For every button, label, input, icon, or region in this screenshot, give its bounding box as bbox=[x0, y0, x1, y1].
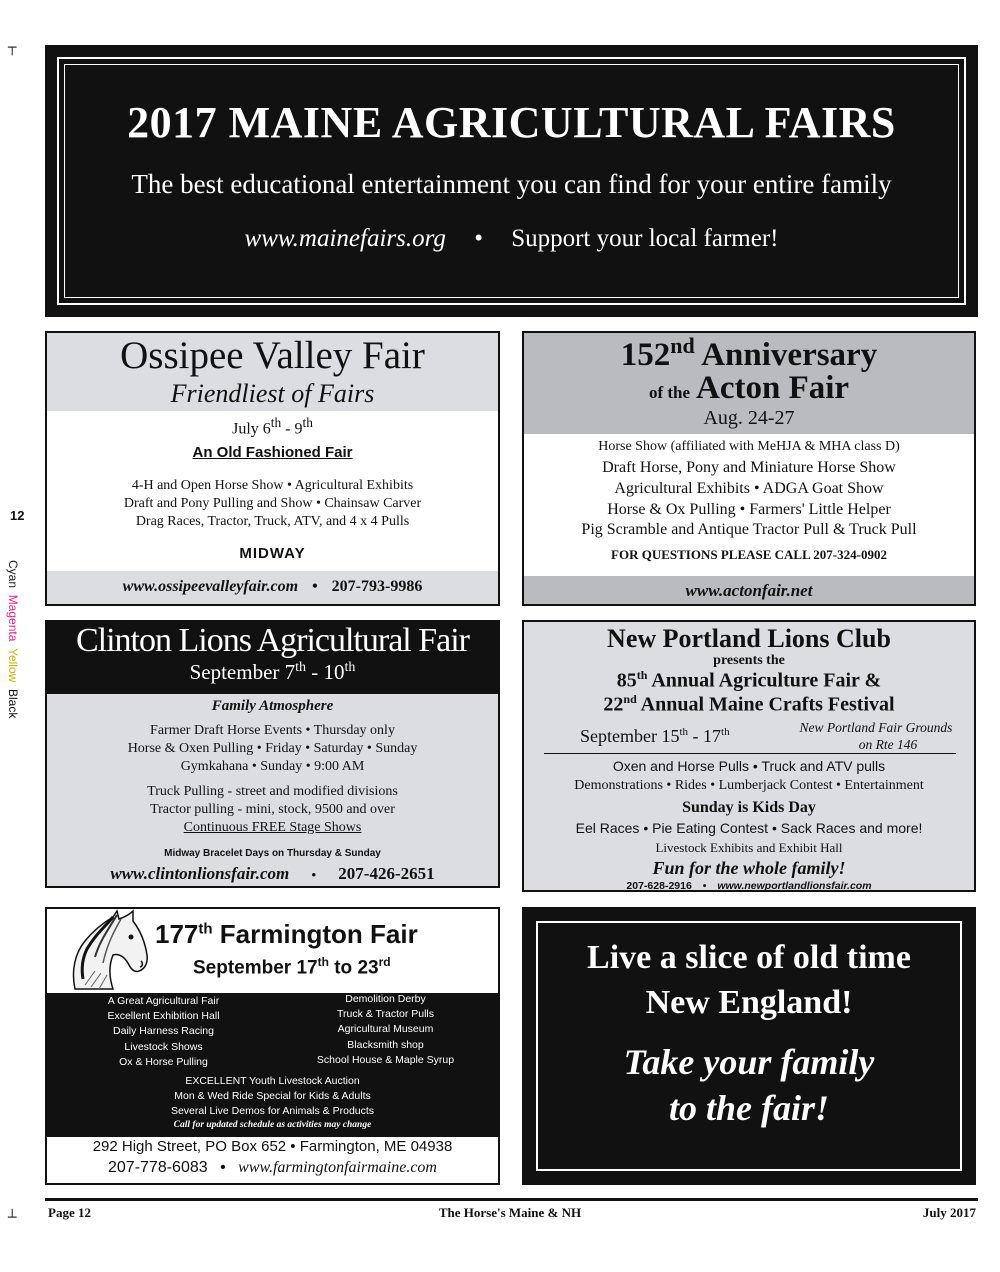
color-label-yellow: Yellow bbox=[6, 648, 20, 683]
clinton-contact: www.clintonlionsfair.com • 207-426-2651 bbox=[110, 864, 435, 883]
ossipee-line-2: Draft and Pony Pulling and Show • Chainsaw Carver bbox=[123, 496, 422, 511]
ossipee-old-fashioned: An Old Fashioned Fair bbox=[192, 444, 353, 461]
acton-line-4: Horse & Ox Pulling • Farmers' Little Helper bbox=[607, 501, 891, 518]
clinton-phone: 207-426-2651 bbox=[338, 864, 435, 883]
portland-grounds: New Portland Fair Grounds on Rte 146 bbox=[799, 720, 953, 752]
acton-name: Acton Fair bbox=[696, 370, 850, 406]
farmington-ad bbox=[45, 907, 500, 1185]
clinton-line-3: Gymkahana • Sunday • 9:00 AM bbox=[180, 759, 365, 774]
farmington-contact: 207-778-6083 • www.farmingtonfairmaine.com bbox=[108, 1159, 437, 1176]
acton-line-1: Horse Show (affiliated with MeHJA & MHA class D) bbox=[598, 439, 900, 454]
portland-club: New Portland Lions Club bbox=[607, 624, 891, 653]
clinton-line-6: Continuous FREE Stage Shows bbox=[183, 820, 362, 835]
clinton-title: Clinton Lions Agricultural Fair bbox=[75, 622, 470, 659]
acton-fair-ad bbox=[522, 331, 976, 606]
side-page-number: 12 bbox=[10, 508, 25, 523]
portland-rule bbox=[544, 753, 956, 754]
ossipee-contact: www.ossipeevalleyfair.com • 207-793-9986 bbox=[122, 578, 423, 595]
portland-livestock: Livestock Exhibits and Exhibit Hall bbox=[655, 840, 843, 855]
ossipee-line-3: Drag Races, Tractor, Truck, ATV, and 4 x 4 Pulls bbox=[135, 514, 410, 529]
farmington-address: 292 High Street, PO Box 652 • Farmington, ME 04938 bbox=[92, 1138, 453, 1155]
slice-line-1: Live a slice of old time bbox=[587, 939, 911, 976]
acton-questions: FOR QUESTIONS PLEASE CALL 207-324-0902 bbox=[611, 547, 887, 562]
clinton-line-2: Horse & Oxen Pulling • Friday • Saturday • Sunday bbox=[127, 741, 418, 756]
farmington-center-2: Mon & Wed Ride Special for Kids & Adults bbox=[174, 1090, 371, 1102]
top-banner bbox=[45, 45, 978, 317]
ossipee-valley-ad bbox=[45, 331, 500, 606]
banner-url[interactable]: www.mainefairs.org bbox=[244, 225, 446, 252]
acton-line-2: Draft Horse, Pony and Miniature Horse Show bbox=[602, 459, 896, 476]
color-label-black: Black bbox=[6, 688, 20, 719]
farmington-dates: September 17th to 23rd bbox=[193, 955, 391, 979]
clinton-line-1: Farmer Draft Horse Events • Thursday only bbox=[150, 723, 395, 738]
color-label-cyan: Cyan bbox=[6, 560, 20, 589]
clinton-midway: Midway Bracelet Days on Thursday & Sunday bbox=[164, 848, 381, 859]
clinton-family: Family Atmosphere bbox=[211, 698, 334, 714]
farmington-phone: 207-778-6083 bbox=[108, 1159, 208, 1176]
clinton-dates: September 7th - 10th bbox=[189, 660, 356, 684]
registration-mark-bottom: ┴ bbox=[8, 1210, 17, 1226]
clinton-line-5: Tractor pulling - mini, stock, 9500 and over bbox=[150, 802, 395, 817]
footer-rule bbox=[45, 1198, 978, 1201]
portland-presents: presents the bbox=[713, 653, 785, 668]
farmington-left-list: A Great Agricultural Fair Excellent Exhibition Hall Daily Harness Racing Livestock Shows Ox & Horse Pulling bbox=[107, 995, 220, 1068]
portland-dates: September 15th - 17th bbox=[580, 726, 730, 746]
banner-url-line bbox=[45, 225, 978, 253]
slice-line-2: New England! bbox=[645, 984, 853, 1021]
banner-support: Support your local farmer! bbox=[511, 225, 779, 252]
ossipee-tagline: Friendliest of Fairs bbox=[170, 379, 375, 408]
color-bar-labels bbox=[6, 560, 26, 730]
horse-head-illustration bbox=[55, 909, 149, 991]
clinton-url[interactable]: www.clintonlionsfair.com bbox=[110, 864, 290, 883]
ossipee-line-1: 4-H and Open Horse Show • Agricultural Exhibits bbox=[131, 478, 414, 493]
acton-date: Aug. 24-27 bbox=[703, 407, 795, 429]
acton-url[interactable]: www.actonfair.net bbox=[685, 581, 813, 600]
clinton-line-4: Truck Pulling - street and modified divisions bbox=[147, 784, 398, 799]
portland-line-1: 85th Annual Agriculture Fair & bbox=[616, 668, 882, 692]
portland-kids: Sunday is Kids Day bbox=[682, 799, 816, 816]
ossipee-title: Ossipee Valley Fair bbox=[120, 334, 425, 377]
acton-line-3: Agricultural Exhibits • ADGA Goat Show bbox=[614, 480, 884, 497]
portland-contact: 207-628-2916 • www.newportlandlionsfair.com bbox=[626, 880, 872, 892]
footer-publication: The Horse's Maine & NH bbox=[438, 1205, 582, 1220]
slice-line-3: Take your family bbox=[623, 1042, 875, 1082]
portland-fun: Fun for the whole family! bbox=[652, 858, 846, 878]
registration-mark-top: ┬ bbox=[8, 40, 17, 56]
farmington-url[interactable]: www.farmingtonfairmaine.com bbox=[238, 1159, 437, 1176]
ossipee-midway: MIDWAY bbox=[239, 545, 306, 562]
acton-anniversary: 152nd Anniversary bbox=[620, 333, 878, 373]
ossipee-phone: 207-793-9986 bbox=[331, 578, 423, 595]
footer-page: Page 12 bbox=[48, 1205, 91, 1220]
portland-oxen: Oxen and Horse Pulls • Truck and ATV pulls bbox=[612, 758, 886, 774]
farmington-center-1: EXCELLENT Youth Livestock Auction bbox=[185, 1075, 360, 1087]
portland-url[interactable]: www.newportlandlionsfair.com bbox=[717, 880, 872, 892]
farmington-title: 177th Farmington Fair bbox=[155, 919, 418, 949]
new-portland-ad bbox=[522, 620, 976, 892]
portland-eel: Eel Races • Pie Eating Contest • Sack Races and more! bbox=[575, 820, 923, 836]
portland-line-2: 22nd Annual Maine Crafts Festival bbox=[603, 692, 895, 716]
slice-of-new-england-ad bbox=[522, 907, 976, 1185]
ossipee-dates: July 6th - 9th bbox=[232, 415, 313, 438]
color-label-magenta: Magenta bbox=[6, 594, 20, 642]
slice-line-4: to the fair! bbox=[668, 1088, 829, 1128]
banner-bullet: • bbox=[474, 225, 483, 252]
portland-phone: 207-628-2916 bbox=[626, 880, 692, 892]
acton-line-5: Pig Scramble and Antique Tractor Pull & Truck Pull bbox=[581, 521, 917, 538]
farmington-center-3: Several Live Demos for Animals & Products bbox=[170, 1105, 375, 1117]
farmington-right-list: Demolition Derby Truck & Tractor Pulls Agricultural Museum Blacksmith shop School House & Maple Syrup bbox=[316, 993, 455, 1066]
ossipee-url[interactable]: www.ossipeevalleyfair.com bbox=[122, 578, 299, 595]
banner-title: 2017 MAINE AGRICULTURAL FAIRS bbox=[127, 98, 896, 147]
acton-name-line: of the Acton Fair bbox=[648, 370, 850, 406]
portland-demos: Demonstrations • Rides • Lumberjack Contest • Entertainment bbox=[574, 778, 924, 793]
farmington-call: Call for updated schedule as activities may change bbox=[173, 1120, 372, 1130]
banner-subtitle: The best educational entertainment you can find for your entire family bbox=[131, 169, 892, 199]
footer-date: July 2017 bbox=[922, 1205, 976, 1220]
clinton-lions-ad bbox=[45, 620, 500, 888]
